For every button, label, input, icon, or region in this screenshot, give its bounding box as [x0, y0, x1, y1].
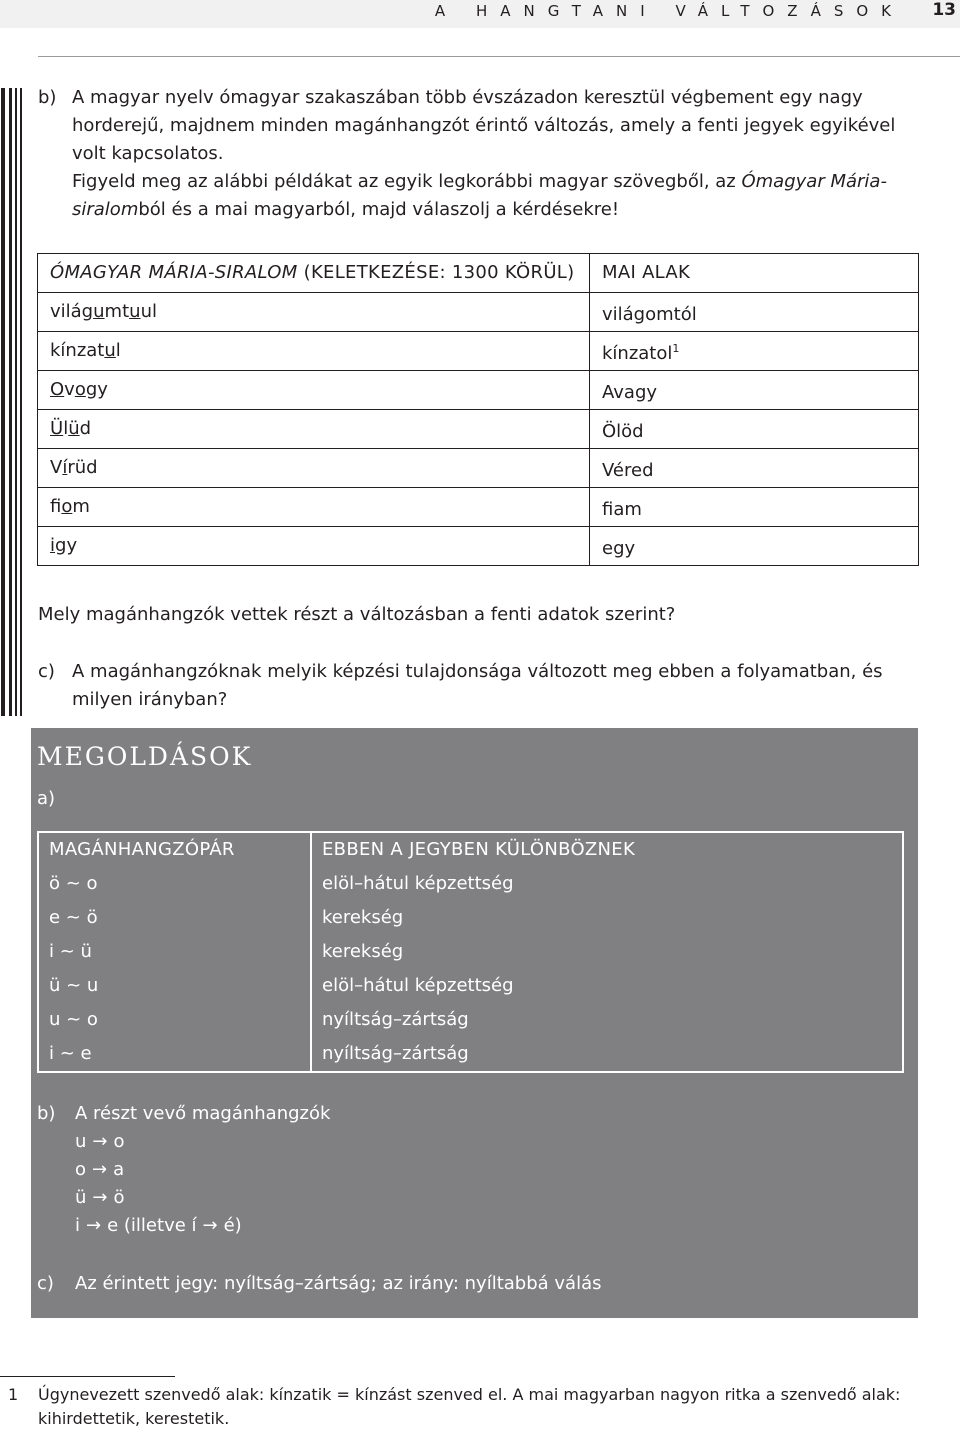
old-form-part: ul — [140, 301, 157, 322]
solutions-table — [37, 831, 904, 1073]
feature-cell: elöl–hátul képzettség — [311, 867, 903, 901]
solutions-row — [38, 901, 903, 935]
solutions-row — [38, 867, 903, 901]
solutions-c-text: Az érintett jegy: nyíltság–zártság; az irány: nyíltabbá válás — [75, 1273, 602, 1294]
modern-form-cell — [590, 527, 919, 566]
underlined-vowel: o — [74, 379, 86, 400]
arrow-icon: → — [202, 1215, 218, 1236]
old-form-part: d — [79, 418, 92, 439]
vowel-pair-cell: e ~ ö — [38, 901, 311, 935]
solutions-a-label: a) — [37, 788, 56, 809]
feature-cell: nyíltság–zártság — [311, 1003, 903, 1037]
header-old-date: (KELETKEZÉSE: 1300 KÖRÜL) — [297, 262, 575, 283]
solutions-title: MEGOLDÁSOK — [37, 742, 253, 771]
old-form-part: mt — [104, 301, 130, 322]
example-row — [38, 410, 919, 449]
vowel-from: o — [75, 1159, 87, 1180]
arrow-icon: → — [92, 1187, 108, 1208]
old-form-cell — [38, 293, 590, 332]
modern-form: fiam — [602, 498, 642, 520]
header-rule — [38, 56, 960, 57]
old-form-part: gy — [55, 535, 78, 556]
underlined-vowel: u — [93, 301, 105, 322]
underlined-vowel: ü — [68, 418, 80, 439]
modern-form-cell — [590, 371, 919, 410]
modern-form: világomtól — [602, 303, 697, 325]
solutions-c-label: c) — [37, 1273, 54, 1294]
modern-form: kínzatol — [602, 342, 673, 364]
modern-form-cell — [590, 293, 919, 332]
old-form-part: rüd — [67, 457, 98, 478]
vowel-pair-cell: ö ~ o — [38, 867, 311, 901]
vowel-to: o — [113, 1131, 125, 1152]
solutions-row — [38, 935, 903, 969]
vowel-to: ö — [113, 1187, 125, 1208]
example-row — [38, 293, 919, 332]
vowel-to-extra: é) — [223, 1215, 242, 1236]
header-old-title: ÓMAGYAR MÁRIA-SIRALOM — [50, 262, 298, 283]
margin-bar — [1, 88, 5, 716]
task-c-label: c) — [38, 661, 55, 682]
solutions-b-items — [75, 1128, 330, 1240]
footnote-text: Úgynevezett szenvedő alak: kínzatik = kínzást szenved el. A mai magyarban nagyon ritka a szenvedő alak: kihirdettetik, kerestetik. — [38, 1385, 901, 1428]
underlined-vowel: u — [129, 301, 141, 322]
example-row — [38, 527, 919, 566]
modern-form-cell — [590, 332, 919, 371]
old-form-part: kínzat — [50, 340, 105, 361]
feature-cell: kerekség — [311, 901, 903, 935]
arrow-icon: → — [92, 1159, 108, 1180]
modern-form-cell — [590, 449, 919, 488]
solutions-b-list — [75, 1100, 330, 1240]
page-number: 13 — [932, 0, 956, 20]
modern-form: Avagy — [602, 381, 658, 403]
question-text: Mely magánhangzók vettek részt a változásban a fenti adatok szerint? — [38, 604, 676, 625]
feature-cell: kerekség — [311, 935, 903, 969]
modern-form-cell — [590, 488, 919, 527]
old-form-part: világ — [50, 301, 94, 322]
vowel-change-item — [75, 1212, 330, 1240]
old-form-cell — [38, 488, 590, 527]
task-b-text-2a: Figyeld meg az alábbi példákat az egyik legkorábbi magyar szövegből, az — [72, 171, 742, 192]
old-form-part: gy — [85, 379, 108, 400]
vowel-pair-cell: u ~ o — [38, 1003, 311, 1037]
example-table — [37, 253, 919, 566]
margin-bar — [15, 88, 17, 716]
task-b-text — [72, 84, 922, 224]
old-form-cell — [38, 371, 590, 410]
arrow-icon: → — [86, 1215, 102, 1236]
feature-cell: nyíltság–zártság — [311, 1037, 903, 1072]
old-form-part: fi — [50, 496, 62, 517]
vowel-from: ü — [75, 1187, 87, 1208]
underlined-vowel: Ü — [50, 418, 64, 439]
old-form-cell — [38, 527, 590, 566]
old-form-cell — [38, 449, 590, 488]
vowel-pair-cell: ü ~ u — [38, 969, 311, 1003]
example-row — [38, 332, 919, 371]
margin-bar — [20, 88, 22, 716]
task-b-text-italic: Ómagyar Mária-siralom — [72, 171, 887, 220]
margin-bar — [9, 88, 12, 716]
example-row — [38, 449, 919, 488]
arrow-icon: → — [92, 1131, 108, 1152]
modern-form: egy — [602, 537, 636, 559]
old-form-cell — [38, 332, 590, 371]
task-b-paragraph-2 — [72, 168, 922, 224]
old-form-cell — [38, 410, 590, 449]
solutions-row — [38, 1037, 903, 1072]
solutions-header-pair: MAGÁNHANGZÓPÁR — [38, 832, 311, 867]
modern-form-cell — [590, 410, 919, 449]
task-b-label: b) — [38, 87, 57, 108]
modern-form: Ölöd — [602, 420, 644, 442]
underlined-vowel: o — [61, 496, 73, 517]
solutions-b-title: A részt vevő magánhangzók — [75, 1103, 331, 1124]
old-form-part: l — [115, 340, 121, 361]
example-row — [38, 371, 919, 410]
underlined-vowel: u — [104, 340, 116, 361]
solutions-row — [38, 969, 903, 1003]
task-b-text-2b: ból és a mai magyarból, majd válaszolj a kérdésekre! — [138, 199, 620, 220]
vowel-from: i — [75, 1215, 81, 1236]
vowel-change-item — [75, 1156, 330, 1184]
margin-bars — [0, 88, 24, 716]
footnote-marker: 1 — [672, 341, 680, 355]
example-table-header — [38, 254, 919, 293]
underlined-vowel: í — [62, 457, 68, 478]
footnote-number: 1 — [8, 1385, 19, 1404]
header-old-form — [38, 254, 590, 293]
vowel-change-item — [75, 1128, 330, 1156]
running-header — [0, 0, 960, 28]
task-c-text: A magánhangzóknak melyik képzési tulajdonsága változott meg ebben a folyamatban, és milyen irányban? — [72, 661, 883, 710]
vowel-change-item — [75, 1184, 330, 1212]
header-modern-form: MAI ALAK — [590, 254, 919, 293]
underlined-vowel: O — [50, 379, 65, 400]
task-b-paragraph-1: A magyar nyelv ómagyar szakaszában több évszázadon keresztül végbement egy nagy horderejű, majdnem minden magánhangzót érintő változás, amely a fenti jegyek egyikével volt kapcsolatos. — [72, 87, 896, 164]
vowel-from: u — [75, 1131, 87, 1152]
vowel-to: a — [113, 1159, 125, 1180]
old-form-part: l — [63, 418, 69, 439]
underlined-vowel: i — [50, 535, 56, 556]
example-row — [38, 488, 919, 527]
modern-form: Véred — [602, 459, 654, 481]
vowel-pair-cell: i ~ ü — [38, 935, 311, 969]
vowel-to: e (illetve í — [107, 1215, 197, 1236]
old-form-part: V — [50, 457, 63, 478]
solutions-row — [38, 1003, 903, 1037]
old-form-part: m — [72, 496, 90, 517]
footnote-rule — [0, 1376, 175, 1377]
solutions-b-label: b) — [37, 1103, 56, 1124]
solutions-header-feature: EBBEN A JEGYBEN KÜLÖNBÖZNEK — [311, 832, 903, 867]
solutions-table-header — [38, 832, 903, 867]
running-title: A HANGTANI VÁLTOZÁSOK — [434, 2, 904, 20]
old-form-part: v — [64, 379, 75, 400]
solutions-box — [31, 728, 918, 1318]
feature-cell: elöl–hátul képzettség — [311, 969, 903, 1003]
vowel-pair-cell: i ~ e — [38, 1037, 311, 1072]
